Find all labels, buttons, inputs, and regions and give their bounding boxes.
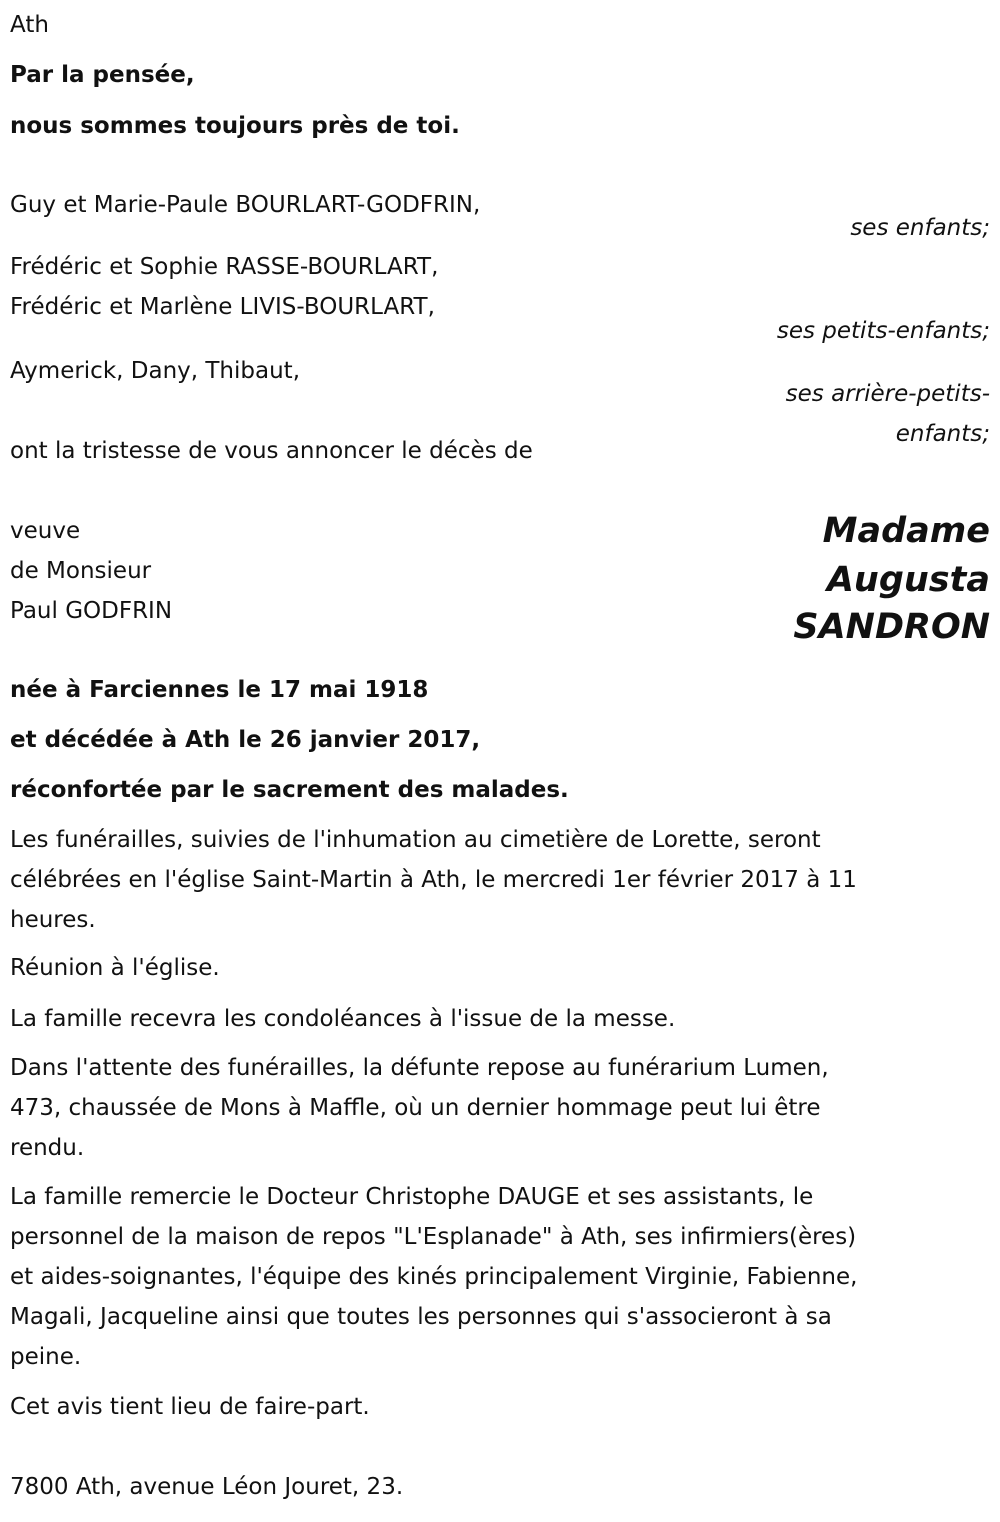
widow-line: de Monsieur [10, 558, 152, 584]
repose-text: rendu. [10, 1135, 85, 1161]
meeting-text: Réunion à l'église. [10, 955, 220, 981]
children-names: Guy et Marie-Paule BOURLART-GODFRIN, [10, 192, 481, 218]
thanks-text: et aides-soignantes, l'équipe des kinés principalement Virginie, Fabienne, [10, 1264, 858, 1290]
repose-text: Dans l'attente des funérailles, la défunte repose au funérarium Lumen, [10, 1055, 829, 1081]
notice-text: Cet avis tient lieu de faire-part. [10, 1394, 370, 1420]
thanks-text: La famille remercie le Docteur Christophe DAUGE et ses assistants, le [10, 1184, 814, 1210]
thanks-text: Magali, Jacqueline ainsi que toutes les personnes qui s'associeront à sa [10, 1304, 832, 1330]
children-label: ses enfants; [850, 215, 990, 241]
grandchildren-names: Frédéric et Sophie RASSE-BOURLART, [10, 254, 439, 280]
funeral-text: heures. [10, 907, 96, 933]
grandchildren-label: ses petits-enfants; [776, 318, 990, 344]
thanks-text: peine. [10, 1344, 82, 1370]
motto-line: Par la pensée, [10, 62, 195, 88]
funeral-text: célébrées en l'église Saint-Martin à Ath, le mercredi 1er février 2017 à 11 [10, 867, 857, 893]
repose-text: 473, chaussée de Mons à Maffle, où un dernier hommage peut lui être [10, 1095, 821, 1121]
widow-line: Paul GODFRIN [10, 598, 173, 624]
death-detail: et décédée à Ath le 26 janvier 2017, [10, 727, 481, 753]
deceased-name: Augusta [826, 560, 990, 600]
deceased-name: Madame [822, 511, 990, 551]
funeral-text: Les funérailles, suivies de l'inhumation au cimetière de Lorette, seront [10, 827, 821, 853]
condolences-text: La famille recevra les condoléances à l'issue de la messe. [10, 1006, 676, 1032]
birth-detail: née à Farciennes le 17 mai 1918 [10, 677, 429, 703]
place: Ath [10, 12, 49, 38]
great-grandchildren-label: enfants; [895, 421, 990, 447]
widow-line: veuve [10, 518, 81, 544]
great-grandchildren-names: Aymerick, Dany, Thibaut, [10, 358, 301, 384]
grandchildren-names: Frédéric et Marlène LIVIS-BOURLART, [10, 294, 435, 320]
sacrament-detail: réconfortée par le sacrement des malades. [10, 777, 569, 803]
thanks-text: personnel de la maison de repos "L'Esplanade" à Ath, ses infirmiers(ères) [10, 1224, 857, 1250]
great-grandchildren-label: ses arrière-petits- [785, 381, 990, 407]
announcement: ont la tristesse de vous annoncer le décès de [10, 438, 533, 464]
deceased-name: SANDRON [793, 607, 990, 647]
address: 7800 Ath, avenue Léon Jouret, 23. [10, 1474, 404, 1500]
motto-line: nous sommes toujours près de toi. [10, 113, 460, 139]
